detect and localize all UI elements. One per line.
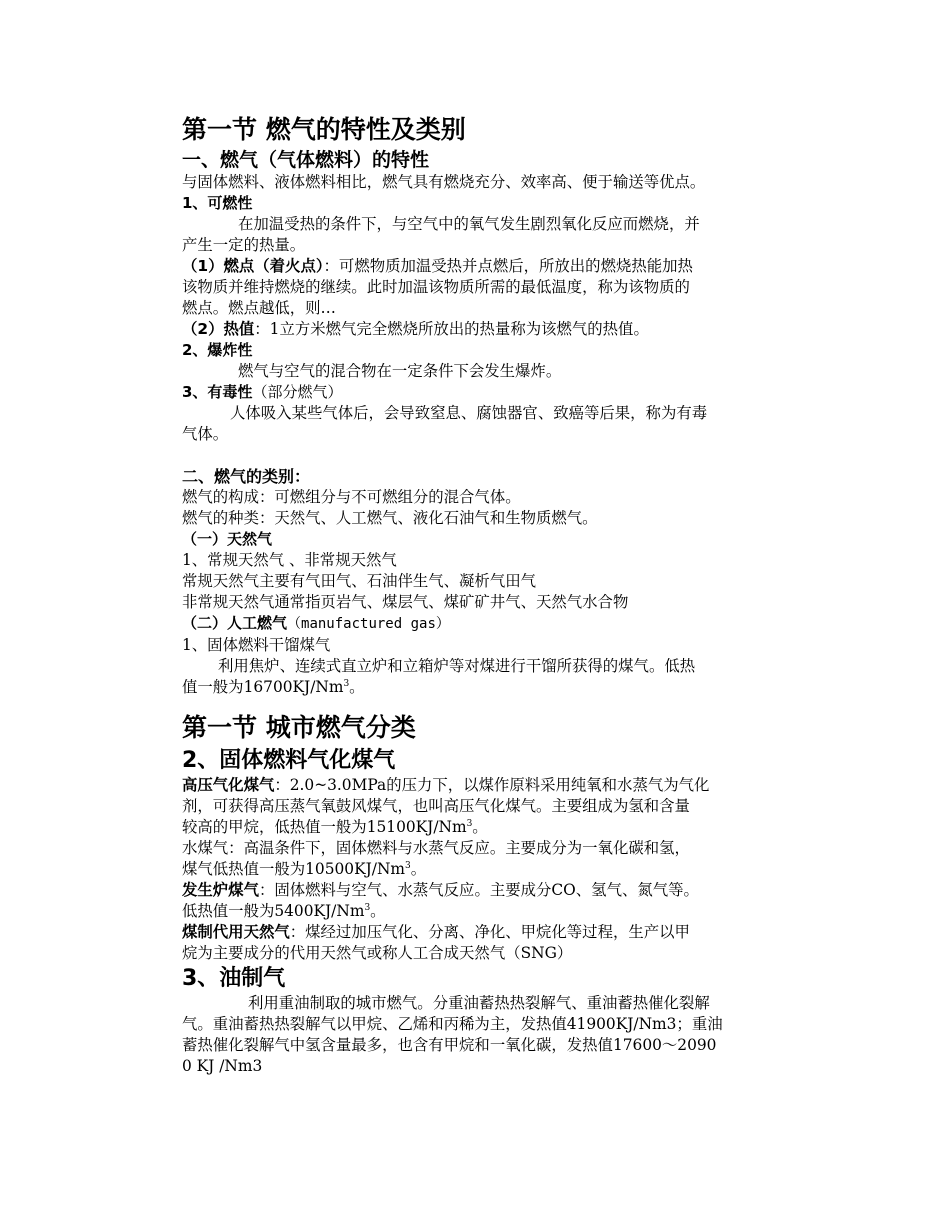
explosive-heading: 2、爆炸性 [182,341,253,359]
combustibility-heading: 1、可燃性 [182,194,253,212]
punctuation: 。 [370,902,386,920]
producer-gas-line1 [182,880,822,901]
toxic-line1: 人体吸入某些气体后，会导致窒息、腐蚀器官、致癌等后果，称为有毒 [230,404,708,422]
water-gas-line2 [182,859,822,880]
heat-value-text: ：1立方米燃气完全燃烧所放出的热量称为该燃气的热值。 [254,320,649,338]
high-pressure-line1 [182,775,822,796]
gas-composition: 燃气的构成：可燃组分与不可燃组分的混合气体。 [182,488,521,506]
part1-intro: 与固体燃料、液体燃料相比，燃气具有燃烧充分、效率高、便于输送等优点。 [182,173,706,191]
high-pressure-line2: 剂，可获得高压蒸气氧鼓风煤气，也叫高压气化煤气。主要组成为氢和含量 [182,797,690,815]
combustibility-line1: 在加温受热的条件下，与空气中的氧气发生剧烈氧化反应而燃烧，并 [238,215,700,233]
manufactured-gas-line3 [182,677,822,698]
ignition-point-text: ：可燃物质加温受热并点燃后，所放出的燃烧热能加热 [323,257,693,275]
high-pressure-label: 高压气化煤气 [182,776,275,794]
ignition-point-line2: 该物质并维持燃烧的继续。此时加温该物质所需的最低温度，称为该物质的 [182,278,690,296]
sng-label: 煤制代用天然气 [182,923,290,941]
spacer [182,445,822,466]
punctuation: 。 [410,860,427,878]
toxic-heading-line [182,382,822,403]
section1-title: 第一节 燃气的特性及类别 [182,115,466,144]
sng-line2: 烷为主要成分的代用天然气或称人工合成天然气（SNG） [182,944,573,962]
high-pressure-value: 较高的甲烷，低热值一般为15100KJ/Nm [182,818,467,836]
oil-gas-heading: 3、油制气 [182,966,286,991]
section2-title: 第一节 城市燃气分类 [182,713,416,742]
sng-line1 [182,922,822,943]
producer-gas-label: 发生炉煤气 [182,881,259,899]
punctuation: 。 [349,678,365,696]
document-page [182,112,822,1077]
ignition-point-label: （1）燃点（着火点） [182,257,324,275]
water-gas-line1: 水煤气：高温条件下，固体燃料与水蒸气反应。主要成分为一氧化碳和氢， [182,839,690,857]
toxic-heading-note: （部分燃气） [252,383,343,401]
superscript: 3 [364,902,371,913]
oil-gas-line4: 0 KJ /Nm3 [182,1057,263,1075]
heat-value-line [182,319,822,340]
natural-gas-line1: 1、常规天然气 、非常规天然气 [182,551,397,569]
punctuation: 。 [472,818,488,836]
manufactured-gas-line2: 利用焦炉、连续式直立炉和立箱炉等对煤进行干馏所获得的煤气。低热 [218,657,696,675]
gas-types: 燃气的种类：天然气、人工燃气、液化石油气和生物质燃气。 [182,509,598,527]
explosive-line1: 燃气与空气的混合物在一定条件下会发生爆炸。 [238,362,562,380]
spacer [182,698,822,710]
oil-gas-line3: 蓄热催化裂解气中氢含量最多，也含有甲烷和一氧化碳，发热值17600～2090 [182,1036,717,1054]
producer-gas-text: ：固体燃料与空气、水蒸气反应。主要成分CO、氢气、氮气等。 [258,881,699,899]
sng-text: ：煤经过加压气化、分离、净化、甲烷化等过程，生产以甲 [289,923,690,941]
oil-gas-line2: 气。重油蓄热热裂解气以甲烷、乙烯和丙稀为主，发热值41900KJ/Nm3；重油 [182,1015,723,1033]
superscript: 3 [405,860,411,871]
natural-gas-line2: 常规天然气主要有气田气、石油伴生气、凝析气田气 [182,572,536,590]
manufactured-gas-heading: （二）人工燃气 [182,614,288,632]
high-pressure-line3 [182,817,822,838]
natural-gas-heading: （一）天然气 [182,530,273,548]
superscript: 3 [343,678,350,689]
toxic-line2: 气体。 [182,425,229,443]
ignition-point-line3: 燃点。燃点越低，则… [182,299,336,317]
manufactured-gas-note: （manufactured gas） [287,616,450,632]
heat-value-label: （2）热值 [182,320,255,338]
high-pressure-text: ：2.0~3.0MPa的压力下，以煤作原料采用纯氧和水蒸气为气化 [274,776,710,794]
natural-gas-line3: 非常规天然气通常指页岩气、煤层气、煤矿矿井气、天然气水合物 [182,593,629,611]
oil-gas-line1: 利用重油制取的城市燃气。分重油蓄热热裂解气、重油蓄热催化裂解 [248,994,710,1012]
ignition-point-line1 [182,256,822,277]
combustibility-line2: 产生一定的热量。 [182,236,306,254]
manufactured-gas-line1: 1、固体燃料干馏煤气 [182,636,331,654]
manufactured-gas-heading-line [182,613,822,635]
part2-heading: 二、燃气的类别： [182,467,311,486]
producer-gas-value: 低热值一般为5400KJ/Nm [182,902,365,920]
producer-gas-line2 [182,901,822,922]
toxic-heading: 3、有毒性 [182,383,253,401]
part1-heading: 一、燃气（气体燃料）的特性 [182,149,430,171]
manufactured-gas-value: 值一般为16700KJ/Nm [182,678,344,696]
water-gas-value: 煤气低热值一般为10500KJ/Nm [182,860,405,878]
gasification-heading: 2、固体燃料气化煤气 [182,748,396,773]
superscript: 3 [466,818,473,829]
